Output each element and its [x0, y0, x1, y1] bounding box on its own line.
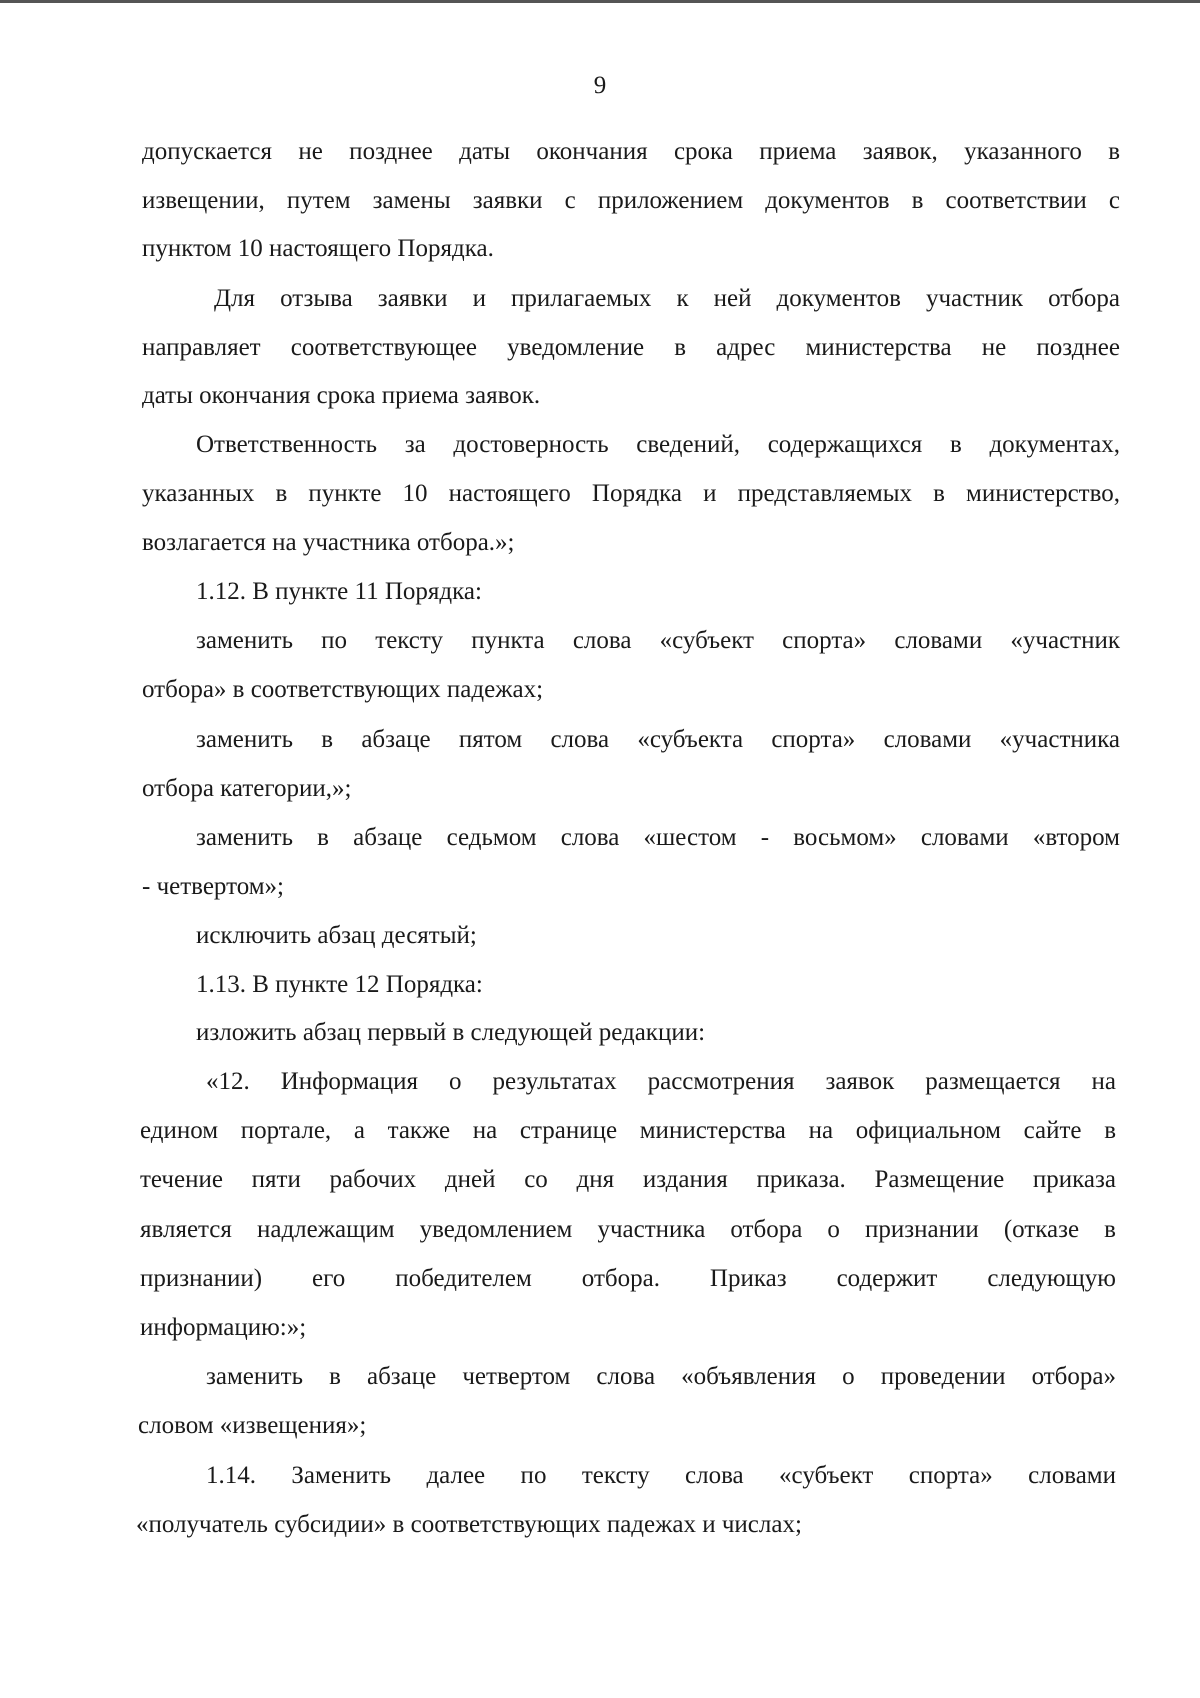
- text-line: Ответственность за достоверность сведений, содержащихся в документах,: [196, 431, 1120, 458]
- text-line: извещении, путем замены заявки с приложением документов в соответствии с: [142, 187, 1120, 214]
- text-line: 1.14. Заменить далее по тексту слова «субъект спорта» словами: [206, 1462, 1116, 1489]
- text-line: заменить в абзаце пятом слова «субъекта спорта» словами «участника: [196, 726, 1120, 753]
- text-line: едином портале, а также на странице министерства на официальном сайте в: [140, 1117, 1116, 1144]
- text-line: указанных в пункте 10 настоящего Порядка и представляемых в министерство,: [142, 480, 1120, 507]
- text-line: - четвертом»;: [142, 873, 284, 900]
- text-line: заменить в абзаце седьмом слова «шестом - восьмом» словами «втором: [196, 824, 1120, 851]
- text-line: является надлежащим уведомлением участника отбора о признании (отказе в: [140, 1216, 1116, 1243]
- text-line: пунктом 10 настоящего Порядка.: [142, 235, 494, 262]
- text-line: Для отзыва заявки и прилагаемых к ней документов участник отбора: [214, 285, 1120, 312]
- text-line: течение пяти рабочих дней со дня издания приказа. Размещение приказа: [140, 1166, 1116, 1193]
- text-line: отбора категории,»;: [142, 775, 352, 802]
- text-line: заменить в абзаце четвертом слова «объявления о проведении отбора»: [206, 1363, 1116, 1390]
- page-number: 9: [593, 72, 607, 99]
- text-line: исключить абзац десятый;: [196, 922, 477, 949]
- text-line: признании) его победителем отбора. Приказ содержит следующую: [140, 1265, 1116, 1292]
- text-line: 1.13. В пункте 12 Порядка:: [196, 971, 483, 998]
- text-line: «получатель субсидии» в соответствующих падежах и числах;: [136, 1511, 802, 1538]
- text-line: 1.12. В пункте 11 Порядка:: [196, 578, 482, 605]
- text-line: изложить абзац первый в следующей редакции:: [196, 1019, 706, 1046]
- text-line: допускается не позднее даты окончания срока приема заявок, указанного в: [142, 138, 1120, 165]
- text-line: информацию:»;: [140, 1314, 307, 1341]
- text-line: заменить по тексту пункта слова «субъект спорта» словами «участник: [196, 627, 1120, 654]
- text-line: возлагается на участника отбора.»;: [142, 529, 515, 556]
- text-line: даты окончания срока приема заявок.: [142, 382, 541, 409]
- text-line: отбора» в соответствующих падежах;: [142, 676, 544, 703]
- scan-edge-line: [0, 0, 1200, 3]
- text-line: «12. Информация о результатах рассмотрения заявок размещается на: [206, 1068, 1116, 1095]
- text-line: словом «извещения»;: [138, 1412, 367, 1439]
- text-line: направляет соответствующее уведомление в адрес министерства не позднее: [142, 334, 1120, 361]
